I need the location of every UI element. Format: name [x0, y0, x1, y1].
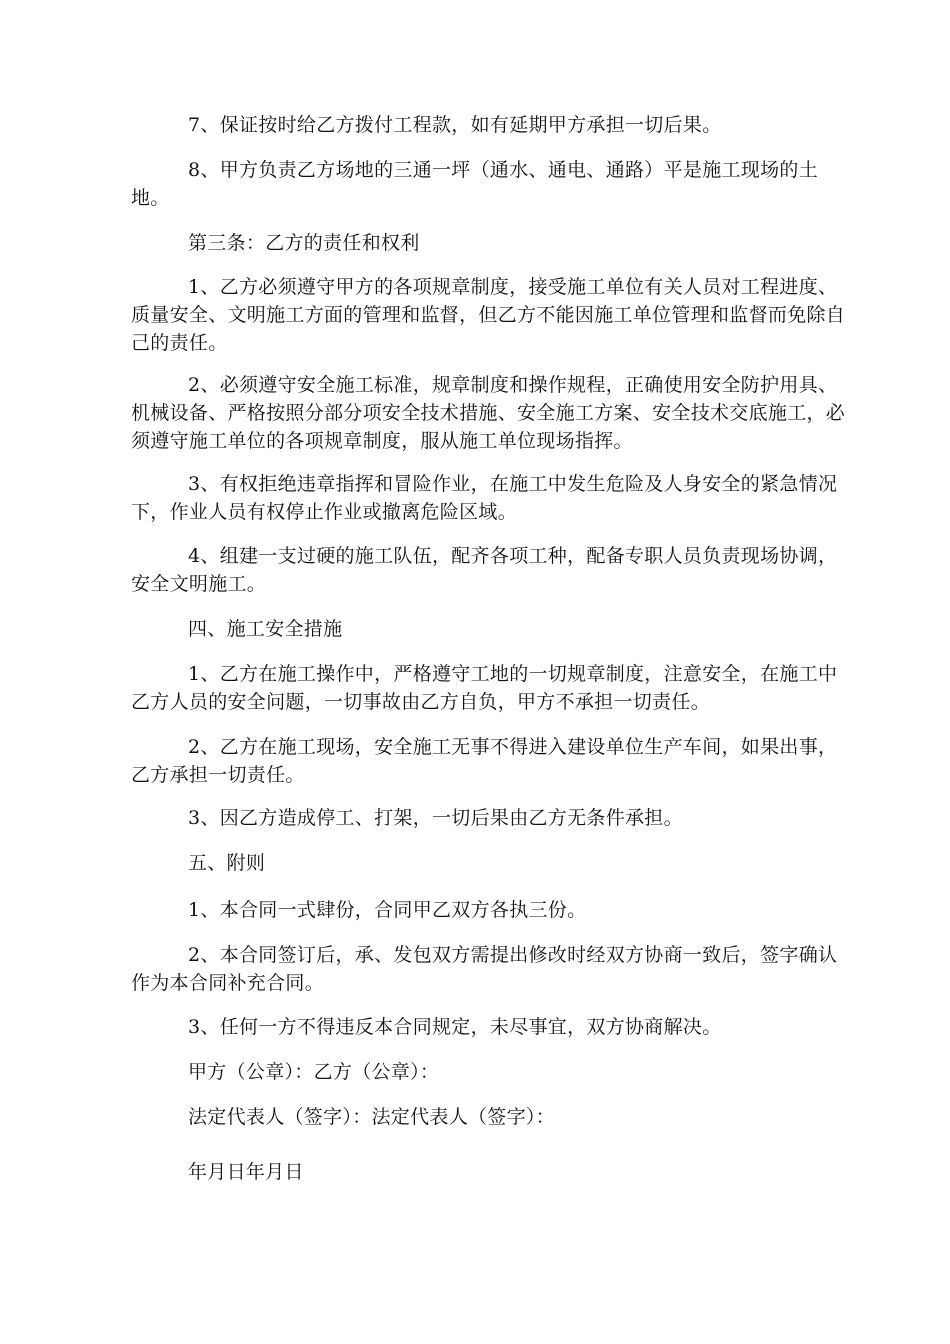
party-b-clause-3: 3、有权拒绝违章指挥和冒险作业，在施工中发生危险及人身安全的紧急情况下，作业人员有权停止作业或撤离危险区域。	[131, 473, 838, 523]
safety-clause-1: 1、乙方在施工操作中，严格遵守工地的一切规章制度，注意安全，在施工中乙方人员的安全问题，一切事故由乙方自负，甲方不承担一切责任。	[131, 663, 838, 713]
date-line: 年月日年月日	[188, 1161, 304, 1183]
section-heading-safety-measures: 四、施工安全措施	[188, 618, 343, 640]
safety-clause-2: 2、乙方在施工现场，安全施工无事不得进入建设单位生产车间，如果出事，乙方承担一切责任。	[131, 736, 838, 786]
section-heading-supplementary: 五、附则	[188, 852, 266, 874]
supplementary-clause-2: 2、本合同签订后，承、发包双方需提出修改时经双方协商一致后，签字确认作为本合同补充合同。	[131, 944, 838, 994]
clause-8-site-utilities: 8、甲方负责乙方场地的三通一坪（通水、通电、通路）平是施工现场的土地。	[131, 159, 818, 209]
signature-line: 法定代表人（签字）：法定代表人（签字）：	[188, 1106, 556, 1128]
party-b-clause-2: 2、必须遵守安全施工标准，规章制度和操作规程，正确使用安全防护用具、机械设备、严格按照分部分项安全技术措施、安全施工方案、安全技术交底施工，必须遵守施工单位的各项规章制度，服从施工单位现场指挥。	[131, 374, 846, 452]
party-b-clause-4: 4、组建一支过硬的施工队伍，配齐各项工种，配备专职人员负责现场协调，安全文明施工。	[131, 545, 838, 595]
supplementary-clause-1: 1、本合同一式肆份，合同甲乙双方各执三份。	[188, 899, 587, 921]
party-b-clause-1: 1、乙方必须遵守甲方的各项规章制度，接受施工单位有关人员对工程进度、质量安全、文明施工方面的管理和监督，但乙方不能因施工单位管理和监督而免除自己的责任。	[131, 276, 846, 354]
supplementary-clause-3: 3、任何一方不得违反本合同规定，未尽事宜，双方协商解决。	[188, 1016, 722, 1038]
section-heading-party-b-duties: 第三条：乙方的责任和权利	[188, 232, 420, 254]
clause-7-payment: 7、保证按时给乙方拨付工程款，如有延期甲方承担一切后果。	[188, 114, 722, 136]
safety-clause-3: 3、因乙方造成停工、打架，一切后果由乙方无条件承担。	[188, 807, 683, 829]
seal-line: 甲方（公章）：乙方（公章）：	[188, 1061, 440, 1083]
